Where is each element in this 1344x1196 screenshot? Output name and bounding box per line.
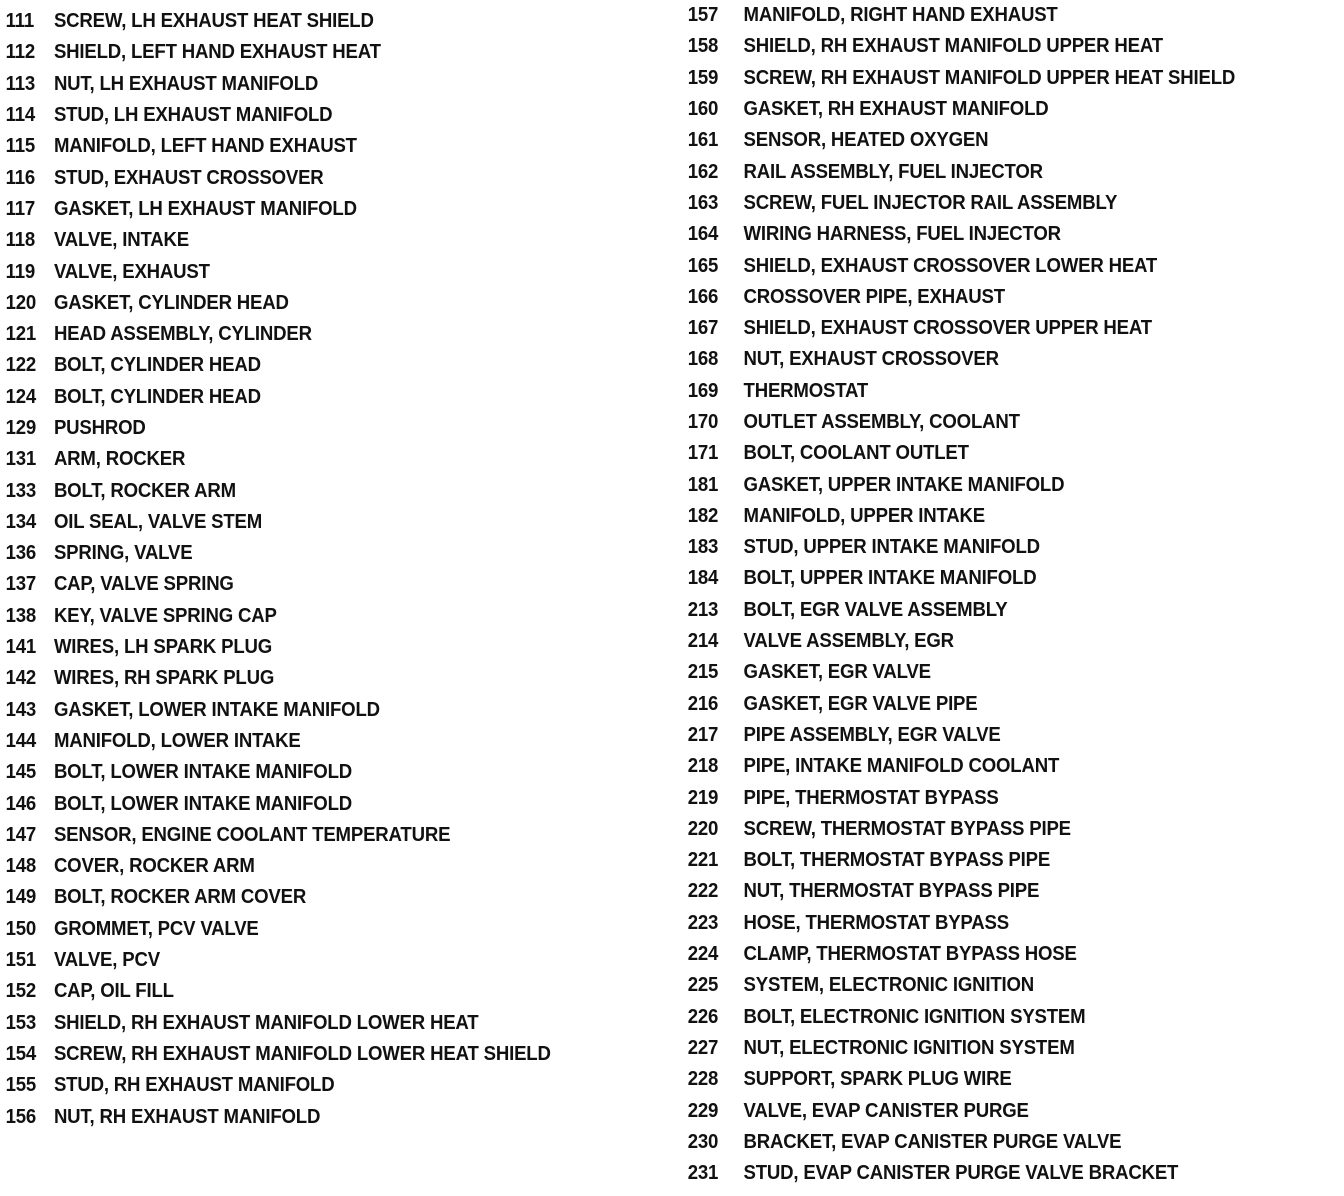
part-description: MANIFOLD, LOWER INTAKE [53, 729, 301, 752]
parts-list-item [684, 814, 1289, 845]
part-description: GASKET, UPPER INTAKE MANIFOLD [743, 473, 1065, 496]
part-description: BOLT, CYLINDER HEAD [53, 354, 261, 377]
parts-list-item [684, 939, 1289, 970]
part-number: 124 [5, 385, 37, 408]
part-description: SENSOR, ENGINE COOLANT TEMPERATURE [53, 823, 451, 846]
part-description: BOLT, UPPER INTAKE MANIFOLD [743, 567, 1037, 590]
part-number: 134 [5, 510, 37, 533]
part-description: NUT, LH EXHAUST MANIFOLD [53, 72, 319, 95]
part-description: GASKET, LH EXHAUST MANIFOLD [53, 197, 357, 220]
parts-list-item [0, 976, 623, 1007]
part-number: 168 [687, 348, 719, 371]
parts-list-item [684, 313, 1289, 344]
part-description: NUT, THERMOSTAT BYPASS PIPE [743, 880, 1040, 903]
parts-list-item [684, 532, 1289, 563]
parts-list-item [0, 726, 623, 757]
parts-list-item [684, 751, 1289, 782]
part-number: 223 [687, 911, 719, 934]
part-description: PUSHROD [53, 417, 146, 439]
part-description: SYSTEM, ELECTRONIC IGNITION [743, 974, 1035, 997]
part-number: 184 [687, 567, 719, 590]
parts-list-item [684, 219, 1289, 250]
parts-list-right-column [684, 0, 1334, 1189]
part-description: CLAMP, THERMOSTAT BYPASS HOSE [743, 943, 1077, 966]
part-number: 156 [5, 1105, 37, 1128]
part-number: 171 [687, 442, 719, 465]
part-number: 218 [687, 755, 719, 778]
part-description: PIPE, INTAKE MANIFOLD COOLANT [743, 755, 1060, 778]
part-number: 216 [687, 692, 719, 715]
part-description: GASKET, CYLINDER HEAD [53, 291, 289, 314]
parts-list-item [684, 125, 1289, 156]
part-description: STUD, LH EXHAUST MANIFOLD [53, 104, 333, 127]
part-number: 131 [5, 448, 37, 471]
parts-list-item [684, 1158, 1289, 1189]
parts-list-item [684, 689, 1289, 720]
part-number: 146 [5, 792, 37, 815]
part-number: 120 [5, 291, 37, 314]
part-number: 181 [687, 473, 719, 496]
part-description: BOLT, ELECTRONIC IGNITION SYSTEM [743, 1005, 1086, 1028]
part-number: 121 [5, 323, 37, 346]
part-number: 133 [5, 479, 37, 502]
parts-list-item [684, 1095, 1289, 1126]
part-description: CROSSOVER PIPE, EXHAUST [743, 285, 1005, 308]
part-number: 225 [687, 974, 719, 997]
parts-list-item [684, 876, 1289, 907]
part-description: SUPPORT, SPARK PLUG WIRE [743, 1068, 1012, 1091]
parts-list-item [0, 256, 623, 287]
part-number: 115 [5, 135, 36, 158]
part-number: 145 [5, 761, 37, 784]
parts-list-item [684, 908, 1289, 939]
parts-list-item [0, 225, 623, 256]
part-description: ARM, ROCKER [53, 448, 186, 471]
part-number: 169 [687, 379, 719, 402]
part-description: NUT, ELECTRONIC IGNITION SYSTEM [743, 1036, 1075, 1059]
part-description: VALVE, EXHAUST [53, 260, 210, 283]
parts-list-item [684, 626, 1289, 657]
part-description: BOLT, THERMOSTAT BYPASS PIPE [743, 849, 1051, 872]
part-number: 111 [5, 10, 35, 33]
part-number: 150 [5, 917, 37, 940]
parts-list-item [684, 31, 1289, 62]
parts-list-item [0, 663, 623, 694]
part-description: MANIFOLD, RIGHT HAND EXHAUST [743, 4, 1058, 27]
part-description: SCREW, FUEL INJECTOR RAIL ASSEMBLY [743, 191, 1118, 214]
parts-list-item [0, 851, 623, 882]
part-description: SHIELD, EXHAUST CROSSOVER LOWER HEAT [743, 254, 1158, 277]
part-number: 217 [687, 723, 719, 746]
parts-list-item [0, 757, 623, 788]
part-description: OIL SEAL, VALVE STEM [53, 510, 263, 533]
parts-list-item [684, 501, 1289, 532]
parts-list-item [0, 413, 623, 444]
parts-list-item [684, 970, 1289, 1001]
parts-list-item [0, 820, 623, 851]
part-description: HEAD ASSEMBLY, CYLINDER [53, 323, 312, 346]
parts-list-item [0, 569, 623, 600]
parts-list-item [0, 788, 623, 819]
part-number: 141 [5, 636, 37, 659]
part-description: GASKET, EGR VALVE [743, 661, 931, 684]
part-number: 122 [5, 354, 37, 377]
parts-list-item [684, 595, 1289, 626]
part-number: 228 [687, 1068, 719, 1091]
part-number: 229 [687, 1099, 719, 1122]
part-description: STUD, EVAP CANISTER PURGE VALVE BRACKET [743, 1162, 1179, 1185]
part-description: WIRES, LH SPARK PLUG [53, 636, 273, 659]
part-description: SHIELD, EXHAUST CROSSOVER UPPER HEAT [743, 317, 1152, 340]
parts-list-item [0, 444, 623, 475]
part-number: 129 [5, 417, 37, 439]
part-number: 231 [687, 1162, 719, 1185]
part-number: 230 [687, 1130, 719, 1153]
part-description: BOLT, ROCKER ARM [53, 479, 236, 502]
part-number: 143 [5, 698, 37, 721]
part-description: RAIL ASSEMBLY, FUEL INJECTOR [743, 160, 1043, 183]
part-description: NUT, EXHAUST CROSSOVER [743, 348, 999, 371]
part-number: 182 [687, 504, 719, 527]
part-description: VALVE, EVAP CANISTER PURGE [743, 1099, 1029, 1122]
part-description: GASKET, LOWER INTAKE MANIFOLD [53, 698, 380, 721]
part-number: 153 [5, 1011, 37, 1034]
parts-list-item [0, 882, 623, 913]
parts-list-item [684, 720, 1289, 751]
part-number: 138 [5, 604, 37, 627]
part-number: 154 [5, 1042, 37, 1065]
part-number: 152 [5, 980, 37, 1003]
parts-list-item [684, 376, 1289, 407]
parts-list-item [684, 344, 1289, 375]
part-description: SENSOR, HEATED OXYGEN [743, 129, 989, 152]
part-description: BOLT, LOWER INTAKE MANIFOLD [53, 792, 353, 815]
part-number: 158 [687, 35, 719, 58]
part-description: STUD, RH EXHAUST MANIFOLD [53, 1074, 335, 1097]
part-number: 166 [687, 285, 719, 308]
parts-list-item [0, 632, 623, 663]
part-description: BRACKET, EVAP CANISTER PURGE VALVE [743, 1130, 1122, 1153]
parts-list-item [0, 6, 623, 37]
part-number: 215 [687, 661, 719, 684]
parts-list-item [0, 601, 623, 632]
part-number: 144 [5, 729, 37, 752]
part-number: 222 [687, 880, 719, 903]
part-number: 114 [5, 104, 36, 127]
parts-list-item [684, 250, 1289, 281]
parts-list-item [0, 538, 623, 569]
part-number: 149 [5, 886, 37, 909]
part-description: KEY, VALVE SPRING CAP [53, 604, 277, 627]
part-number: 214 [687, 630, 719, 653]
part-description: OUTLET ASSEMBLY, COOLANT [743, 411, 1020, 433]
part-number: 157 [687, 4, 719, 27]
part-number: 170 [687, 411, 719, 433]
part-description: MANIFOLD, UPPER INTAKE [743, 504, 986, 527]
part-number: 224 [687, 943, 719, 966]
parts-list-item [0, 382, 623, 413]
part-number: 165 [687, 254, 719, 277]
part-number: 117 [5, 197, 36, 220]
parts-list-item [684, 1002, 1289, 1033]
part-number: 213 [687, 598, 719, 621]
part-number: 167 [687, 317, 719, 340]
parts-list-item [0, 914, 623, 945]
part-description: GASKET, EGR VALVE PIPE [743, 692, 978, 715]
part-number: 162 [687, 160, 719, 183]
part-description: SPRING, VALVE [53, 542, 193, 565]
parts-list-item [0, 1101, 623, 1132]
parts-list-item [684, 63, 1289, 94]
parts-list-item [0, 69, 623, 100]
parts-list-item [684, 845, 1289, 876]
part-description: SCREW, LH EXHAUST HEAT SHIELD [53, 10, 374, 33]
parts-list-item [0, 475, 623, 506]
part-number: 164 [687, 223, 719, 246]
part-description: HOSE, THERMOSTAT BYPASS [743, 911, 1009, 934]
part-description: CAP, OIL FILL [53, 980, 174, 1003]
part-number: 119 [5, 260, 36, 283]
part-description: BOLT, COOLANT OUTLET [743, 442, 969, 465]
parts-list-left-column [0, 6, 670, 1133]
parts-list-item [684, 469, 1289, 500]
part-description: SCREW, RH EXHAUST MANIFOLD UPPER HEAT SHIELD [743, 66, 1236, 89]
parts-list-item [0, 100, 623, 131]
part-description: SCREW, RH EXHAUST MANIFOLD LOWER HEAT SHIELD [53, 1042, 551, 1065]
parts-list-item [0, 1039, 623, 1070]
part-description: VALVE, INTAKE [53, 229, 189, 252]
part-number: 227 [687, 1036, 719, 1059]
part-number: 113 [5, 72, 36, 95]
part-number: 160 [687, 98, 719, 121]
part-description: BOLT, LOWER INTAKE MANIFOLD [53, 761, 353, 784]
parts-list-item [0, 1070, 623, 1101]
parts-list-item [684, 407, 1289, 438]
part-number: 142 [5, 667, 37, 690]
parts-list-item [0, 695, 623, 726]
parts-list-item [0, 1008, 623, 1039]
parts-list-item [684, 0, 1289, 31]
part-description: VALVE ASSEMBLY, EGR [743, 630, 954, 653]
part-number: 151 [5, 949, 37, 972]
part-number: 147 [5, 823, 37, 846]
part-description: SCREW, THERMOSTAT BYPASS PIPE [743, 817, 1071, 840]
part-description: PIPE ASSEMBLY, EGR VALVE [743, 723, 1001, 746]
part-description: WIRING HARNESS, FUEL INJECTOR [743, 223, 1061, 246]
part-number: 163 [687, 191, 719, 214]
part-number: 155 [5, 1074, 37, 1097]
part-description: MANIFOLD, LEFT HAND EXHAUST [53, 135, 357, 158]
parts-list-item [0, 288, 623, 319]
parts-list-item [684, 156, 1289, 187]
part-number: 136 [5, 542, 37, 565]
parts-list-item [684, 657, 1289, 688]
part-number: 112 [5, 41, 36, 64]
part-description: CAP, VALVE SPRING [53, 573, 234, 596]
part-description: GROMMET, PCV VALVE [53, 917, 259, 940]
part-description: SHIELD, LEFT HAND EXHAUST HEAT [53, 41, 381, 64]
parts-list-item [0, 945, 623, 976]
part-number: 137 [5, 573, 37, 596]
parts-list-item [0, 162, 623, 193]
part-number: 118 [5, 229, 36, 252]
parts-list-item [0, 507, 623, 538]
parts-list-item [0, 194, 623, 225]
parts-list-item [684, 1127, 1289, 1158]
parts-list-item [684, 188, 1289, 219]
part-description: THERMOSTAT [743, 379, 869, 402]
parts-list-item [0, 350, 623, 381]
part-description: COVER, ROCKER ARM [53, 855, 255, 878]
part-description: VALVE, PCV [53, 949, 160, 972]
parts-list-item [684, 94, 1289, 125]
part-description: SHIELD, RH EXHAUST MANIFOLD UPPER HEAT [743, 35, 1163, 58]
part-number: 148 [5, 855, 37, 878]
part-number: 221 [687, 849, 719, 872]
part-description: BOLT, ROCKER ARM COVER [53, 886, 307, 909]
part-description: PIPE, THERMOSTAT BYPASS [743, 786, 999, 809]
parts-list-item [684, 438, 1289, 469]
part-description: WIRES, RH SPARK PLUG [53, 667, 275, 690]
part-number: 220 [687, 817, 719, 840]
parts-list-item [0, 319, 623, 350]
part-description: BOLT, EGR VALVE ASSEMBLY [743, 598, 1008, 621]
part-number: 226 [687, 1005, 719, 1028]
part-number: 219 [687, 786, 719, 809]
part-description: BOLT, CYLINDER HEAD [53, 385, 261, 408]
parts-list-item [684, 782, 1289, 813]
parts-list-item [684, 1033, 1289, 1064]
parts-list-item [684, 282, 1289, 313]
part-number: 183 [687, 536, 719, 559]
part-number: 161 [687, 129, 719, 152]
part-number: 116 [5, 166, 36, 189]
parts-list-item [0, 131, 623, 162]
part-number: 159 [687, 66, 719, 89]
part-description: STUD, EXHAUST CROSSOVER [53, 166, 324, 189]
parts-list-item [684, 1064, 1289, 1095]
part-description: STUD, UPPER INTAKE MANIFOLD [743, 536, 1040, 559]
parts-list-item [684, 563, 1289, 594]
part-description: SHIELD, RH EXHAUST MANIFOLD LOWER HEAT [53, 1011, 479, 1034]
part-description: GASKET, RH EXHAUST MANIFOLD [743, 98, 1049, 121]
part-description: NUT, RH EXHAUST MANIFOLD [53, 1105, 321, 1128]
parts-list-item [0, 37, 623, 68]
